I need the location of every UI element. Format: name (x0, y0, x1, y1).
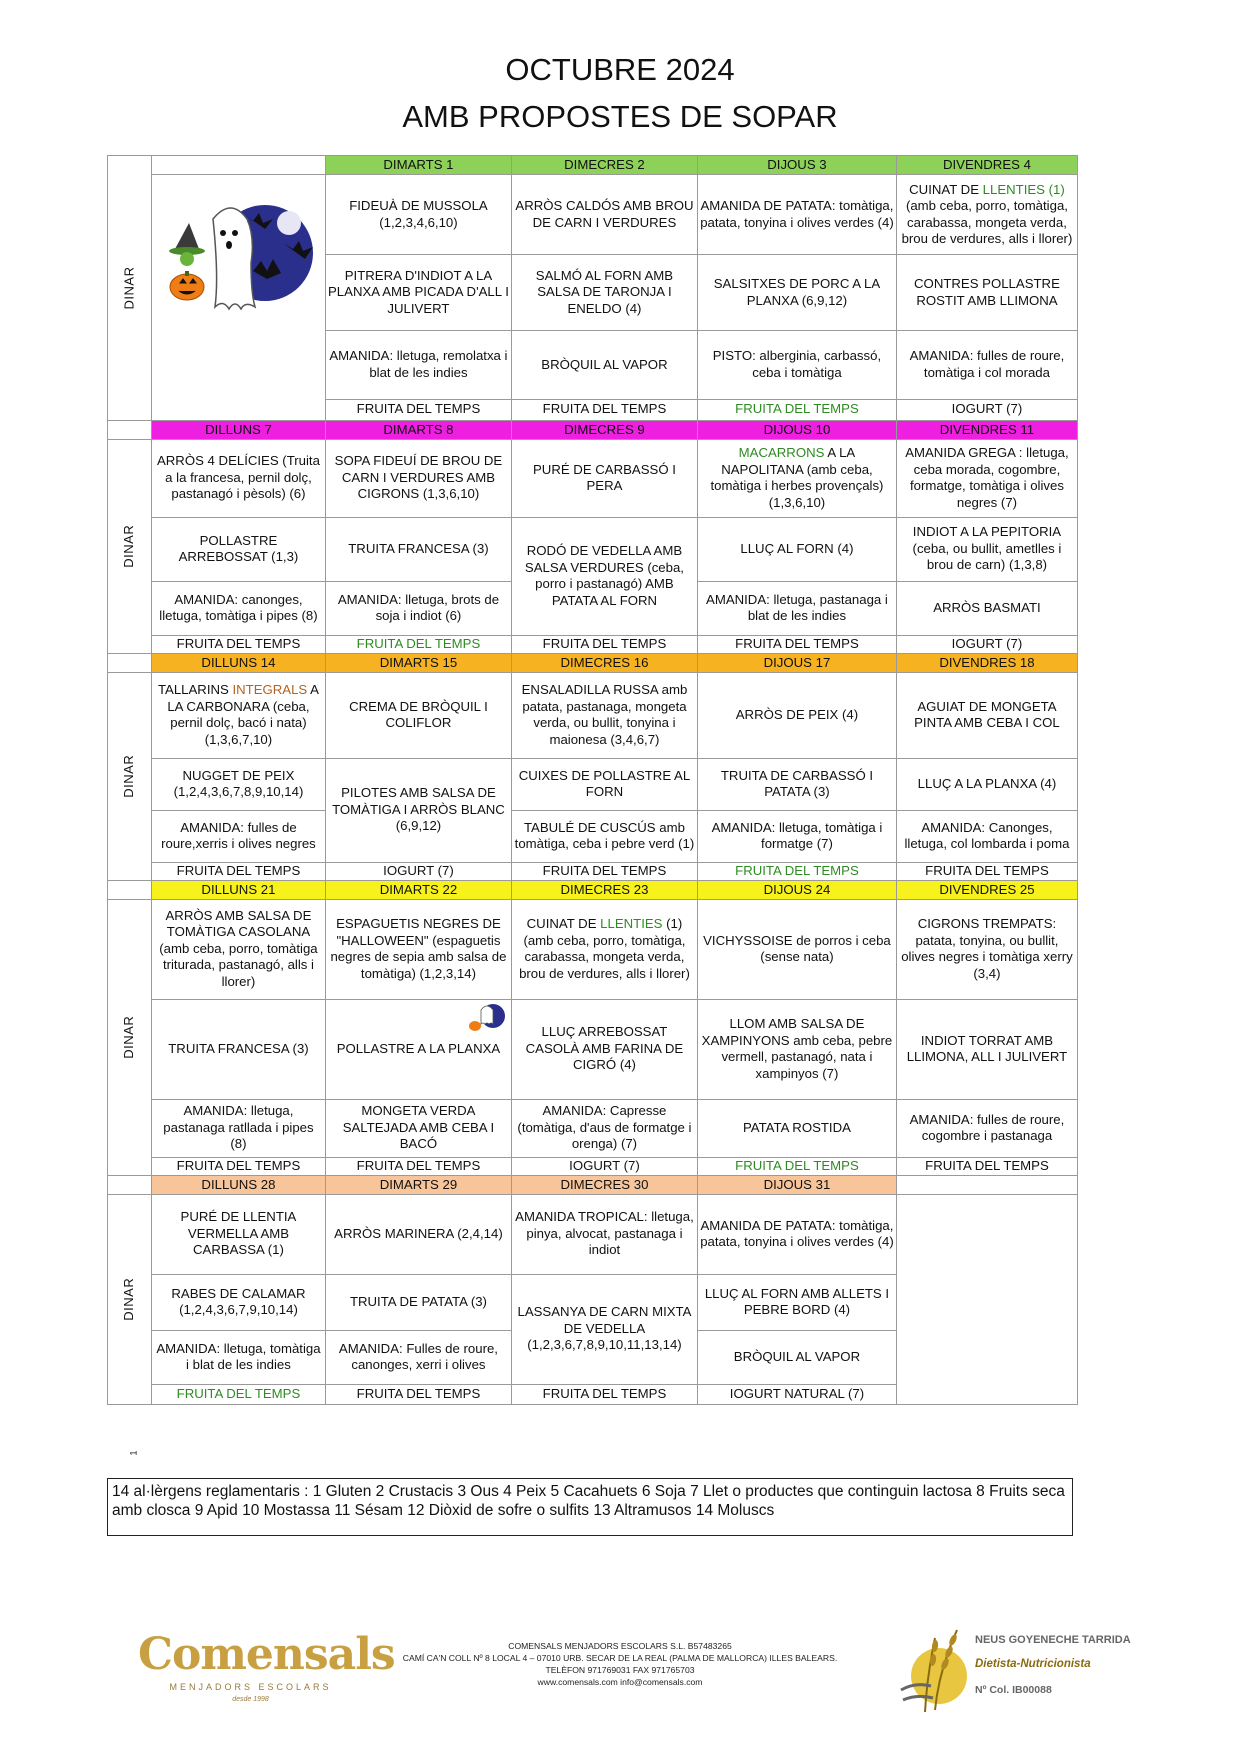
menu-cell: RODÓ DE VEDELLA AMB SALSA VERDURES (ceba, porro i pastanagó) AMB PATATA AL FORN (511, 517, 697, 635)
menu-cell: RABES DE CALAMAR (1,2,4,3,6,7,9,10,14) (151, 1274, 325, 1330)
week-2-second-course (108, 517, 1078, 581)
day-header: DIMARTS 15 (325, 653, 511, 672)
week-4-second-course (108, 999, 1078, 1099)
menu-cell: CUIXES DE POLLASTRE AL FORN (511, 758, 697, 810)
week-4-header (108, 880, 1078, 899)
dinar-label: DINAR (108, 1194, 152, 1404)
menu-cell: AMANIDA: lletuga, pastanaga i blat de les indies (697, 581, 896, 635)
week-1-header (108, 156, 1078, 175)
menu-cell: PATATA ROSTIDA (697, 1099, 896, 1157)
menu-cell: FRUITA DEL TEMPS (151, 635, 325, 653)
menu-cell: IOGURT (7) (896, 399, 1077, 420)
day-header: DILLUNS 7 (151, 420, 325, 439)
page-marker: 1 (128, 1450, 139, 1456)
halloween-illustration (151, 175, 325, 421)
spacer-cell (108, 420, 152, 439)
week-2-dessert (108, 635, 1078, 653)
ghost-pumpkin-icon (467, 1002, 507, 1034)
day-header: DILLUNS 21 (151, 880, 325, 899)
menu-cell: INDIOT A LA PEPITORIA (ceba, ou bullit, ametlles i brou de carn) (1,3,8) (896, 517, 1077, 581)
menu-cell: AGUIAT DE MONGETA PINTA AMB CEBA I COL (896, 672, 1077, 758)
menu-cell: CUINAT DE LLENTIES (1) (amb ceba, porro, tomàtiga, carabassa, mongeta verda, brou de verdures, alls i llorer) (896, 175, 1077, 255)
menu-cell: CIGRONS TREMPATS: patata, tonyina, ou bullit, olives negres i tomàtiga xerry (3,4) (896, 899, 1077, 999)
menu-cell: TRUITA FRANCESA (3) (151, 999, 325, 1099)
day-header: DIMECRES 16 (511, 653, 697, 672)
page-title: OCTUBRE 2024 (505, 52, 735, 87)
menu-cell: MONGETA VERDA SALTEJADA AMB CEBA I BACÓ (325, 1099, 511, 1157)
menu-cell: PURÉ DE LLENTIA VERMELLA AMB CARBASSA (1) (151, 1194, 325, 1274)
footer-phone: TELÈFON 971769031 FAX 971765703 (545, 1665, 695, 1675)
menu-cell: AMANIDA: fulles de roure, cogombre i pastanaga (896, 1099, 1077, 1157)
menu-cell: FRUITA DEL TEMPS (697, 1157, 896, 1175)
menu-cell: FRUITA DEL TEMPS (511, 399, 697, 420)
wheat-icon (895, 1620, 975, 1720)
day-header: DIMARTS 8 (325, 420, 511, 439)
menu-cell: POLLASTRE A LA PLANXA (325, 999, 511, 1099)
menu-cell: AMANIDA DE PATATA: tomàtiga, patata, tonyina i olives verdes (4) (697, 1194, 896, 1274)
menu-cell: FRUITA DEL TEMPS (151, 862, 325, 880)
day-header: DIVENDRES 18 (896, 653, 1077, 672)
menu-cell: MACARRONS A LA NAPOLITANA (amb ceba, tomàtiga i herbes provençals) (1,3,6,10) (697, 439, 896, 517)
menu-cell: AMANIDA: canonges, lletuga, tomàtiga i pipes (8) (151, 581, 325, 635)
menu-cell: AMANIDA DE PATATA: tomàtiga, patata, tonyina i olives verdes (4) (697, 175, 896, 255)
week-3-second-course (108, 758, 1078, 810)
menu-cell: FRUITA DEL TEMPS (325, 399, 511, 420)
menu-cell: BRÒQUIL AL VAPOR (511, 331, 697, 400)
menu-cell: AMANIDA: lletuga, tomàtiga i formatge (7) (697, 810, 896, 862)
day-header: DIJOUS 24 (697, 880, 896, 899)
menu-cell: PILOTES AMB SALSA DE TOMÀTIGA I ARRÒS BLANC (6,9,12) (325, 758, 511, 862)
menu-cell: POLLASTRE ARREBOSSAT (1,3) (151, 517, 325, 581)
dietitian-logo: NEUS GOYENECHE TARRIDA Dietista-Nutricionista Nº Col. IB00088 (895, 1620, 1125, 1720)
menu-cell: LASSANYA DE CARN MIXTA DE VEDELLA (1,2,3,6,7,8,9,10,11,13,14) (511, 1274, 697, 1384)
week-2-header (108, 420, 1078, 439)
dinar-label: DINAR (108, 672, 152, 880)
week-4-dessert (108, 1157, 1078, 1175)
day-header: DIMECRES 23 (511, 880, 697, 899)
day-header: DIMECRES 30 (511, 1175, 697, 1194)
menu-cell: CONTRES POLLASTRE ROSTIT AMB LLIMONA (896, 255, 1077, 331)
menu-cell: FRUITA DEL TEMPS (151, 1384, 325, 1404)
week-1-first-course (108, 175, 1078, 255)
spacer-cell (108, 880, 152, 899)
week-5-header (108, 1175, 1078, 1194)
menu-cell: TALLARINS INTEGRALS A LA CARBONARA (ceba, pernil dolç, bacó i nata) (1,3,6,7,10) (151, 672, 325, 758)
menu-cell: TRUITA DE PATATA (3) (325, 1274, 511, 1330)
menu-cell: CUINAT DE LLENTIES (1) (amb ceba, porro, tomàtiga, carabassa, mongeta verda, brou de verdures, alls i llorer) (511, 899, 697, 999)
menu-cell: AMANIDA TROPICAL: lletuga, pinya, alvocat, pastanaga i indiot (511, 1194, 697, 1274)
day-header: DIJOUS 17 (697, 653, 896, 672)
menu-cell: AMANIDA: lletuga, tomàtiga i blat de les indies (151, 1330, 325, 1384)
menu-cell: AMANIDA: Canonges, lletuga, col lombarda i poma (896, 810, 1077, 862)
day-header: DIJOUS 3 (697, 156, 896, 175)
menu-cell: CREMA DE BRÒQUIL I COLIFLOR (325, 672, 511, 758)
menu-cell: LLUÇ ARREBOSSAT CASOLÀ AMB FARINA DE CIGRÓ (4) (511, 999, 697, 1099)
menu-cell: LLOM AMB SALSA DE XAMPINYONS amb ceba, pebre vermell, pastanagó, nata i xampinyos (7) (697, 999, 896, 1099)
menu-cell: AMANIDA: lletuga, brots de soja i indiot (6) (325, 581, 511, 635)
menu-cell: ARRÒS MARINERA (2,4,14) (325, 1194, 511, 1274)
menu-cell: BRÒQUIL AL VAPOR (697, 1330, 896, 1384)
spacer-cell (108, 1175, 152, 1194)
footer-company: COMENSALS MENJADORS ESCOLARS S.L. B57483265 (508, 1641, 732, 1651)
menu-cell: ARRÒS BASMATI (896, 581, 1077, 635)
page-subtitle: AMB PROPOSTES DE SOPAR (402, 99, 838, 134)
menu-cell: FRUITA DEL TEMPS (325, 1157, 511, 1175)
menu-cell: AMANIDA GREGA : lletuga, ceba morada, cogombre, formatge, tomàtiga i olives negres (7) (896, 439, 1077, 517)
week-3-side (108, 810, 1078, 862)
week-4-first-course (108, 899, 1078, 999)
week-4-side (108, 1099, 1078, 1157)
day-header: DIJOUS 10 (697, 420, 896, 439)
day-header: DIMECRES 9 (511, 420, 697, 439)
day-header: DILLUNS 14 (151, 653, 325, 672)
empty-cell (896, 1194, 1077, 1404)
menu-cell: FRUITA DEL TEMPS (511, 862, 697, 880)
menu-cell: FRUITA DEL TEMPS (511, 1384, 697, 1404)
dinar-label: DINAR (108, 899, 152, 1175)
day-header: DILLUNS 28 (151, 1175, 325, 1194)
menu-cell: TRUITA DE CARBASSÓ I PATATA (3) (697, 758, 896, 810)
week-5-first-course (108, 1194, 1078, 1274)
menu-cell: FRUITA DEL TEMPS (896, 862, 1077, 880)
menu-cell: FRUITA DEL TEMPS (325, 635, 511, 653)
menu-cell: ENSALADILLA RUSSA amb patata, pastanaga, mongeta verda, ou bullit, tonyina i maionesa (3,4,6,7) (511, 672, 697, 758)
menu-cell: AMANIDA: fulles de roure, tomàtiga i col morada (896, 331, 1077, 400)
day-header: DIVENDRES 4 (896, 156, 1077, 175)
menu-cell: IOGURT (7) (325, 862, 511, 880)
menu-cell: AMANIDA: Capresse (tomàtiga, d'aus de formatge i orenga) (7) (511, 1099, 697, 1157)
footer-web[interactable]: www.comensals.com info@comensals.com (537, 1677, 703, 1687)
week-3-header (108, 653, 1078, 672)
menu-cell: IOGURT (7) (896, 635, 1077, 653)
footer-address: CAMÍ CA'N COLL Nº 8 LOCAL 4 – 07010 URB. SECAR DE LA REAL (PALMA DE MALLORCA) ILLES BALEARS. (402, 1653, 838, 1663)
menu-cell: AMANIDA: fulles de roure,xerris i olives negres (151, 810, 325, 862)
allergens-legend: 14 al·lèrgens reglamentaris : 1 Gluten 2 Crustacis 3 Ous 4 Peix 5 Cacahuets 6 Soja 7 Llet o productes que continguin lactosa 8 Fruits seca amb closca 9 Apid 10 Mostassa 11 Sésam 12 Diòxid de sofre o sulfits 13 Altramusos 14 Moluscs (107, 1478, 1073, 1536)
menu-cell: ARRÒS 4 DELÍCIES (Truita a la francesa, pernil dolç, pastanagó i pèsols) (6) (151, 439, 325, 517)
day-header: DIMARTS 29 (325, 1175, 511, 1194)
menu-cell: ESPAGUETIS NEGRES DE "HALLOWEEN" (espaguetis negres de sepia amb salsa de tomàtiga) (1,2,3,14) (325, 899, 511, 999)
comensals-logo: Comensals MENJADORS ESCOLARS desde 1998 (138, 1629, 395, 1703)
menu-cell: LLUÇ AL FORN AMB ALLETS I PEBRE BORD (4) (697, 1274, 896, 1330)
day-header: DIMECRES 2 (511, 156, 697, 175)
week-2-first-course (108, 439, 1078, 517)
day-header: DIJOUS 31 (697, 1175, 896, 1194)
menu-cell: PISTO: alberginia, carbassó, ceba i tomàtiga (697, 331, 896, 400)
menu-cell: AMANIDA: lletuga, remolatxa i blat de les indies (325, 331, 511, 400)
menu-cell: NUGGET DE PEIX (1,2,4,3,6,7,8,9,10,14) (151, 758, 325, 810)
day-header: DIVENDRES 25 (896, 880, 1077, 899)
menu-cell: ARRÒS AMB SALSA DE TOMÀTIGA CASOLANA (amb ceba, porro, tomàtiga triturada, pastanagó, alls i llorer) (151, 899, 325, 999)
dinar-label: DINAR (108, 439, 152, 653)
menu-cell: FRUITA DEL TEMPS (697, 635, 896, 653)
menu-cell: FRUITA DEL TEMPS (511, 635, 697, 653)
menu-cell: FRUITA DEL TEMPS (896, 1157, 1077, 1175)
menu-cell: TABULÉ DE CUSCÚS amb tomàtiga, ceba i pebre verd (1) (511, 810, 697, 862)
menu-cell: FIDEUÀ DE MUSSOLA (1,2,3,4,6,10) (325, 175, 511, 255)
menu-cell: FRUITA DEL TEMPS (325, 1384, 511, 1404)
menu-cell: ARRÒS DE PEIX (4) (697, 672, 896, 758)
menu-cell: SOPA FIDEUÍ DE BROU DE CARN I VERDURES AMB CIGRONS (1,3,6,10) (325, 439, 511, 517)
menu-cell: FRUITA DEL TEMPS (697, 862, 896, 880)
menu-table (107, 155, 1078, 1405)
dinar-label: DINAR (108, 156, 152, 421)
menu-cell: SALMÓ AL FORN AMB SALSA DE TARONJA I ENELDO (4) (511, 255, 697, 331)
footer-contact (370, 1640, 870, 1688)
menu-cell: INDIOT TORRAT AMB LLIMONA, ALL I JULIVERT (896, 999, 1077, 1099)
menu-cell: VICHYSSOISE de porros i ceba (sense nata) (697, 899, 896, 999)
menu-cell: LLUÇ AL FORN (4) (697, 517, 896, 581)
menu-cell: ARRÒS CALDÓS AMB BROU DE CARN I VERDURES (511, 175, 697, 255)
day-header: DIVENDRES 11 (896, 420, 1077, 439)
week-3-first-course (108, 672, 1078, 758)
day-header: DIMARTS 1 (325, 156, 511, 175)
menu-cell: AMANIDA: lletuga, pastanaga ratllada i pipes (8) (151, 1099, 325, 1157)
menu-cell: IOGURT (7) (511, 1157, 697, 1175)
day-header: DIMARTS 22 (325, 880, 511, 899)
menu-cell: SALSITXES DE PORC A LA PLANXA (6,9,12) (697, 255, 896, 331)
empty-cell (896, 1175, 1077, 1194)
spacer-cell (108, 653, 152, 672)
corner-cell (151, 156, 325, 175)
menu-cell: PITRERA D'INDIOT A LA PLANXA AMB PICADA D'ALL I JULIVERT (325, 255, 511, 331)
menu-cell: FRUITA DEL TEMPS (151, 1157, 325, 1175)
menu-cell: AMANIDA: Fulles de roure, canonges, xerri i olives (325, 1330, 511, 1384)
menu-cell: PURÉ DE CARBASSÓ I PERA (511, 439, 697, 517)
menu-cell: FRUITA DEL TEMPS (697, 399, 896, 420)
week-3-dessert (108, 862, 1078, 880)
menu-cell: LLUÇ A LA PLANXA (4) (896, 758, 1077, 810)
menu-cell: TRUITA FRANCESA (3) (325, 517, 511, 581)
menu-cell: IOGURT NATURAL (7) (697, 1384, 896, 1404)
